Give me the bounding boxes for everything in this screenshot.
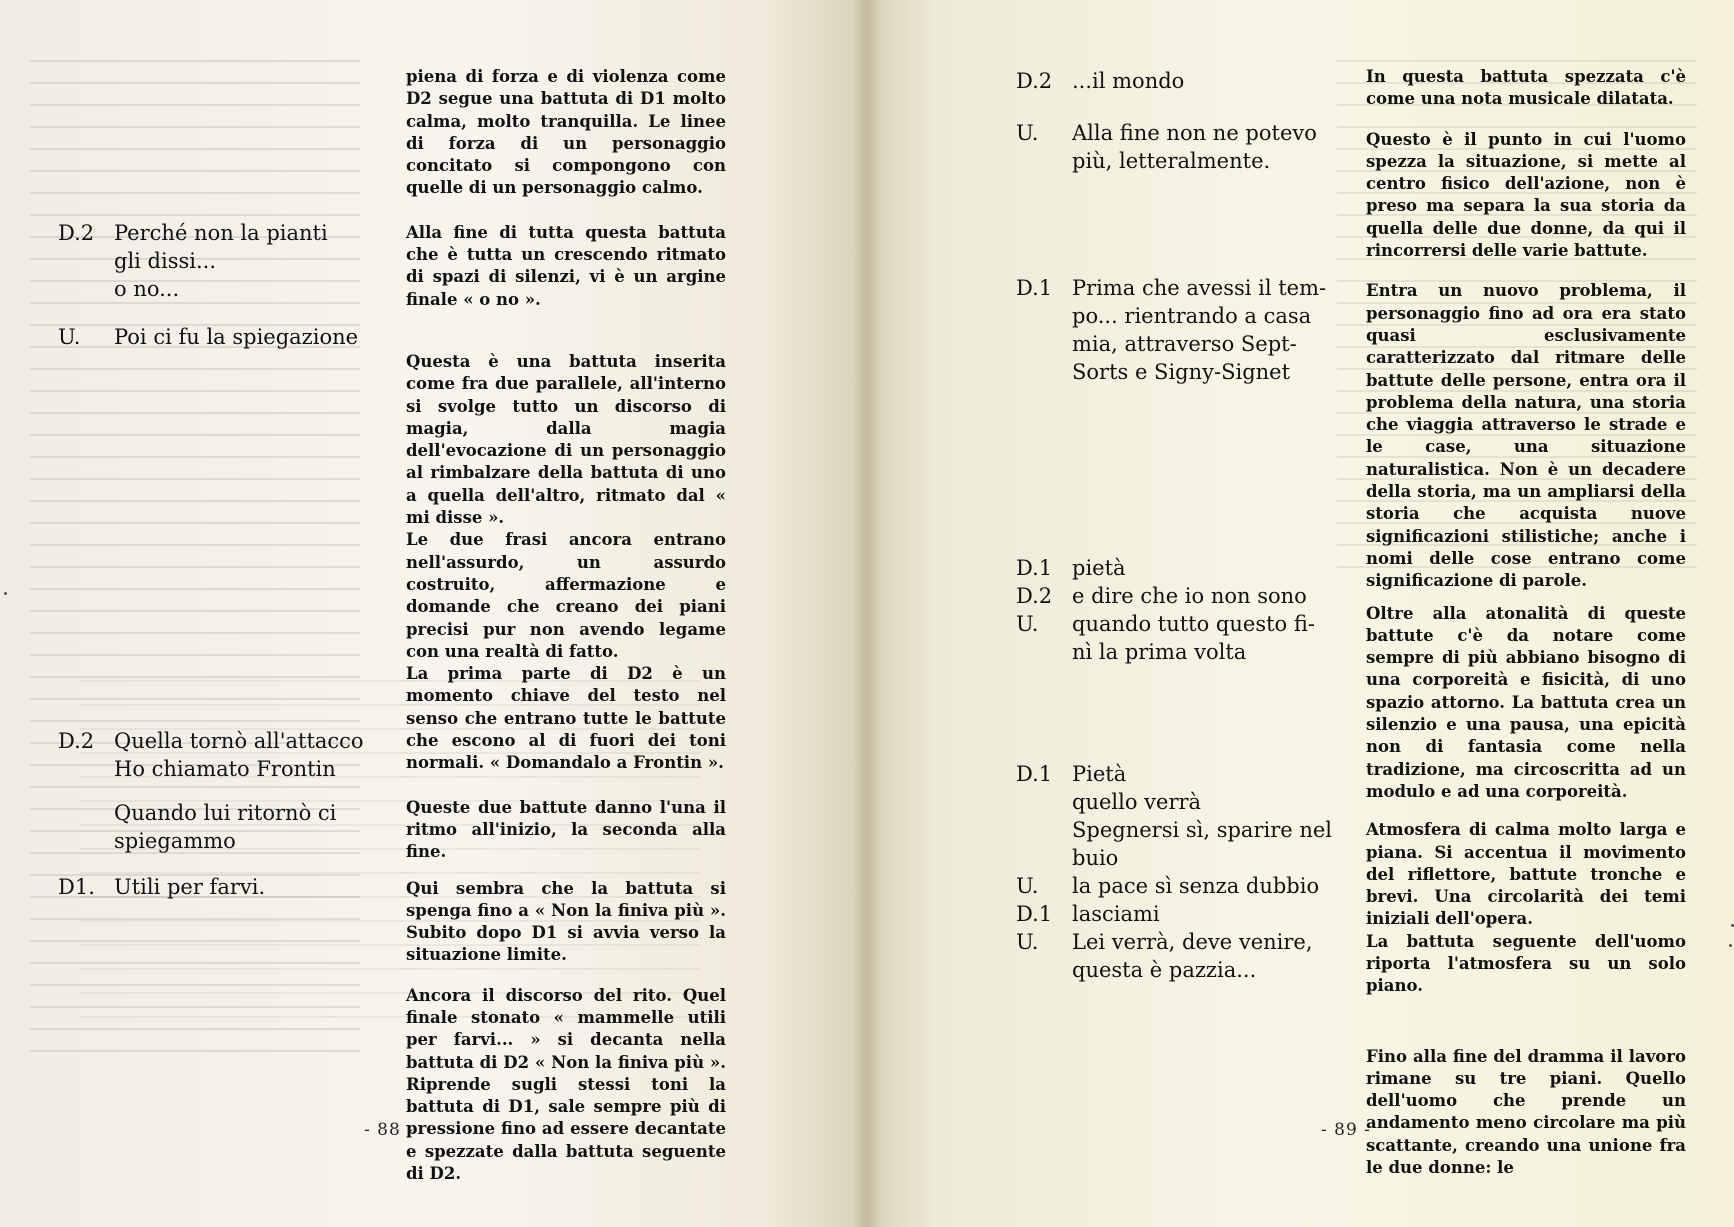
right-page — [867, 0, 1734, 1227]
dialogue-text: Quella tornò all'attacco — [114, 729, 364, 753]
dialogue-text: pietà — [1072, 556, 1126, 580]
commentary-paragraph: La prima parte di D2 è un momento chiave del testo nel senso che entrano tutte le battute che escono al di fuori dei toni normali. « Domandalo a Frontin ». — [406, 664, 726, 773]
dialogue-line — [1016, 358, 1336, 386]
dialogue-line — [1016, 788, 1336, 816]
commentary-paragraph: Ancora il discorso del rito. Quel finale stonato « mammelle utili per farvi... » si decanta nella battuta di D2 « Non la finiva più ». Riprende sugli stessi toni la battuta di D1, sale sempre più di pressione fino ad essere decantate e spezzate dalla battuta seguente di D2. — [406, 985, 726, 1184]
dialogue-line — [58, 827, 388, 855]
dialogue-line — [1016, 554, 1336, 582]
dialogue-text: Perché non la pianti — [114, 221, 328, 245]
dialogue-line — [1016, 956, 1336, 984]
speaker-label: U. — [58, 325, 81, 349]
script-dialogue — [58, 727, 388, 901]
dialogue-text: Ho chiamato Frontin — [114, 757, 336, 781]
commentary-paragraph: Oltre alla atonalità di queste battute c'è da notare come sempre di più abbiano bisogno di una corporeità e fisicità, di uno spazio attorno. La battuta crea un silenzio e una pausa, una epicità non di fantasia come nella tradizione, ma circoscritta ad un modulo e ad una corporeità. — [1366, 603, 1686, 801]
script-dialogue — [1016, 67, 1336, 175]
dialogue-line — [58, 275, 388, 303]
dialogue-line — [1016, 67, 1336, 95]
dialogue-text: spiegammo — [114, 829, 236, 853]
speaker-label: D.1 — [1016, 556, 1053, 580]
dialogue-line — [1016, 760, 1336, 788]
dialogue-line — [58, 873, 388, 901]
script-dialogue — [58, 219, 388, 351]
commentary-column — [1366, 66, 1686, 1179]
dialogue-line — [58, 247, 388, 275]
speaker-label: D.2 — [1016, 69, 1053, 93]
speaker-label: U. — [1016, 930, 1039, 954]
speaker-label: D.2 — [58, 729, 95, 753]
speaker-label: D.1 — [1016, 276, 1053, 300]
commentary-paragraph: Atmosfera di calma molto larga e piana. Si accentua il movimento del riflettore, battute tronche e brevi. Una circolarità dei temi iniziali dell'opera. — [1366, 820, 1686, 929]
dialogue-text: po... rientrando a casa — [1072, 304, 1312, 328]
dialogue-line — [1016, 582, 1336, 610]
commentary-column — [406, 66, 726, 1185]
dialogue-text: buio — [1072, 846, 1119, 870]
dialogue-text: Utili per farvi. — [114, 875, 266, 899]
dialogue-line — [58, 799, 388, 827]
dialogue-line — [1016, 147, 1336, 175]
paper-speck — [1729, 944, 1732, 947]
dialogue-text: Alla fine non ne potevo — [1072, 121, 1317, 145]
dialogue-text: Prima che avessi il tem- — [1072, 276, 1327, 300]
speaker-label: U. — [1016, 612, 1039, 636]
dialogue-text: nì la prima volta — [1072, 640, 1247, 664]
script-dialogue — [1016, 554, 1336, 666]
dialogue-text: lasciami — [1072, 902, 1160, 926]
dialogue-text: gli dissi... — [114, 249, 217, 273]
dialogue-line — [58, 323, 388, 351]
commentary-paragraph: Le due frasi ancora entrano nell'assurdo, un assurdo costruito, affermazione e domande che creano dei piani precisi pur non avendo legame con una realtà di fatto. — [406, 530, 726, 661]
commentary-paragraph: Queste due battute danno l'una il ritmo all'inizio, la seconda alla fine. — [406, 797, 726, 862]
speaker-label: U. — [1016, 874, 1039, 898]
commentary-paragraph: Fino alla fine del dramma il lavoro rimane su tre piani. Quello dell'uomo che prende un andamento meno circolare ma più scattante, creando una unione fra le due donne: le — [1366, 1046, 1686, 1178]
dialogue-line — [1016, 928, 1336, 956]
dialogue-line — [58, 727, 388, 755]
speaker-label: D.1 — [1016, 902, 1053, 926]
dialogue-line — [1016, 274, 1336, 302]
page-number: - 89 - — [1321, 1120, 1371, 1140]
script-dialogue — [1016, 760, 1336, 984]
dialogue-text: quello verrà — [1072, 790, 1202, 814]
dialogue-text: quando tutto questo fi- — [1072, 612, 1315, 636]
commentary-paragraph: In questa battuta spezzata c'è come una nota musicale dilatata. — [1366, 67, 1686, 109]
speaker-label: D.2 — [1016, 584, 1053, 608]
speaker-label: D.2 — [58, 221, 95, 245]
dialogue-text: Quando lui ritornò ci — [114, 801, 337, 825]
commentary-paragraph: La battuta seguente dell'uomo riporta l'atmosfera su un solo piano. — [1366, 931, 1686, 996]
dialogue-line — [1016, 330, 1336, 358]
page-number: - 88 - — [364, 1120, 414, 1140]
speaker-label: D1. — [58, 875, 95, 899]
commentary-paragraph: piena di forza e di violenza come D2 segue una battuta di D1 molto calma, molto tranquilla. Le linee di forza di un personaggio concitato si compongono con quelle di un personaggio calmo. — [406, 67, 726, 198]
dialogue-text: e dire che io non sono — [1072, 584, 1307, 608]
dialogue-line — [1016, 844, 1336, 872]
dialogue-line — [58, 755, 388, 783]
dialogue-line — [1016, 302, 1336, 330]
dialogue-line — [1016, 638, 1336, 666]
dialogue-text: più, letteralmente. — [1072, 149, 1271, 173]
speaker-label: U. — [1016, 121, 1039, 145]
dialogue-text: Sorts e Signy-Signet — [1072, 360, 1291, 384]
commentary-paragraph: Entra un nuovo problema, il personaggio fino ad ora era stato quasi esclusivamente caratterizzato dal ritmare delle battute delle persone, entra ora il problema della natura, una storia che viaggia attraverso le strade e le case, una situazione naturalistica. Non è un decadere della storia, ma un ampliarsi della storia che acquista nuove significazioni stilistiche; anche i nomi delle cose entrano come significazione di parole. — [1366, 281, 1686, 591]
dialogue-line — [1016, 900, 1336, 928]
dialogue-line — [58, 219, 388, 247]
dialogue-line — [1016, 816, 1336, 844]
dialogue-line — [1016, 872, 1336, 900]
dialogue-line — [1016, 119, 1336, 147]
book-gutter — [852, 0, 882, 1227]
dialogue-text: la pace sì senza dubbio — [1072, 874, 1320, 898]
paper-speck — [4, 592, 7, 595]
dialogue-text: Poi ci fu la spiegazione — [114, 325, 359, 349]
dialogue-text: mia, attraverso Sept- — [1072, 332, 1297, 356]
dialogue-text: Pietà — [1072, 762, 1127, 786]
dialogue-text: o no... — [114, 277, 180, 301]
dialogue-text: Spegnersi sì, sparire nel — [1072, 818, 1333, 842]
commentary-paragraph: Questa è una battuta inserita come fra due parallele, all'interno si svolge tutto un discorso di magia, dalla magia dell'evocazione di un personaggio al rimbalzare della battuta di uno a quella dell'altro, ritmato dal « mi disse ». — [406, 351, 726, 528]
commentary-paragraph: Qui sembra che la battuta si spenga fino a « Non la finiva più ». Subito dopo D1 si avvia verso la situazione limite. — [406, 878, 726, 965]
dialogue-text: Lei verrà, deve venire, — [1072, 930, 1313, 954]
dialogue-line — [1016, 610, 1336, 638]
commentary-paragraph: Questo è il punto in cui l'uomo spezza la situazione, si mette al centro fisico dell'azione, non è preso ma separa la sua storia da quella delle due donne, da qui il rincorrersi delle varie battute. — [1366, 129, 1686, 261]
script-dialogue — [1016, 274, 1336, 386]
dialogue-text: ...il mondo — [1072, 69, 1185, 93]
speaker-label: D.1 — [1016, 762, 1053, 786]
commentary-paragraph: Alla fine di tutta questa battuta che è tutta un crescendo ritmato di spazi di silenzi, vi è un argine finale « o no ». — [406, 222, 726, 309]
dialogue-text: questa è pazzia... — [1072, 958, 1257, 982]
